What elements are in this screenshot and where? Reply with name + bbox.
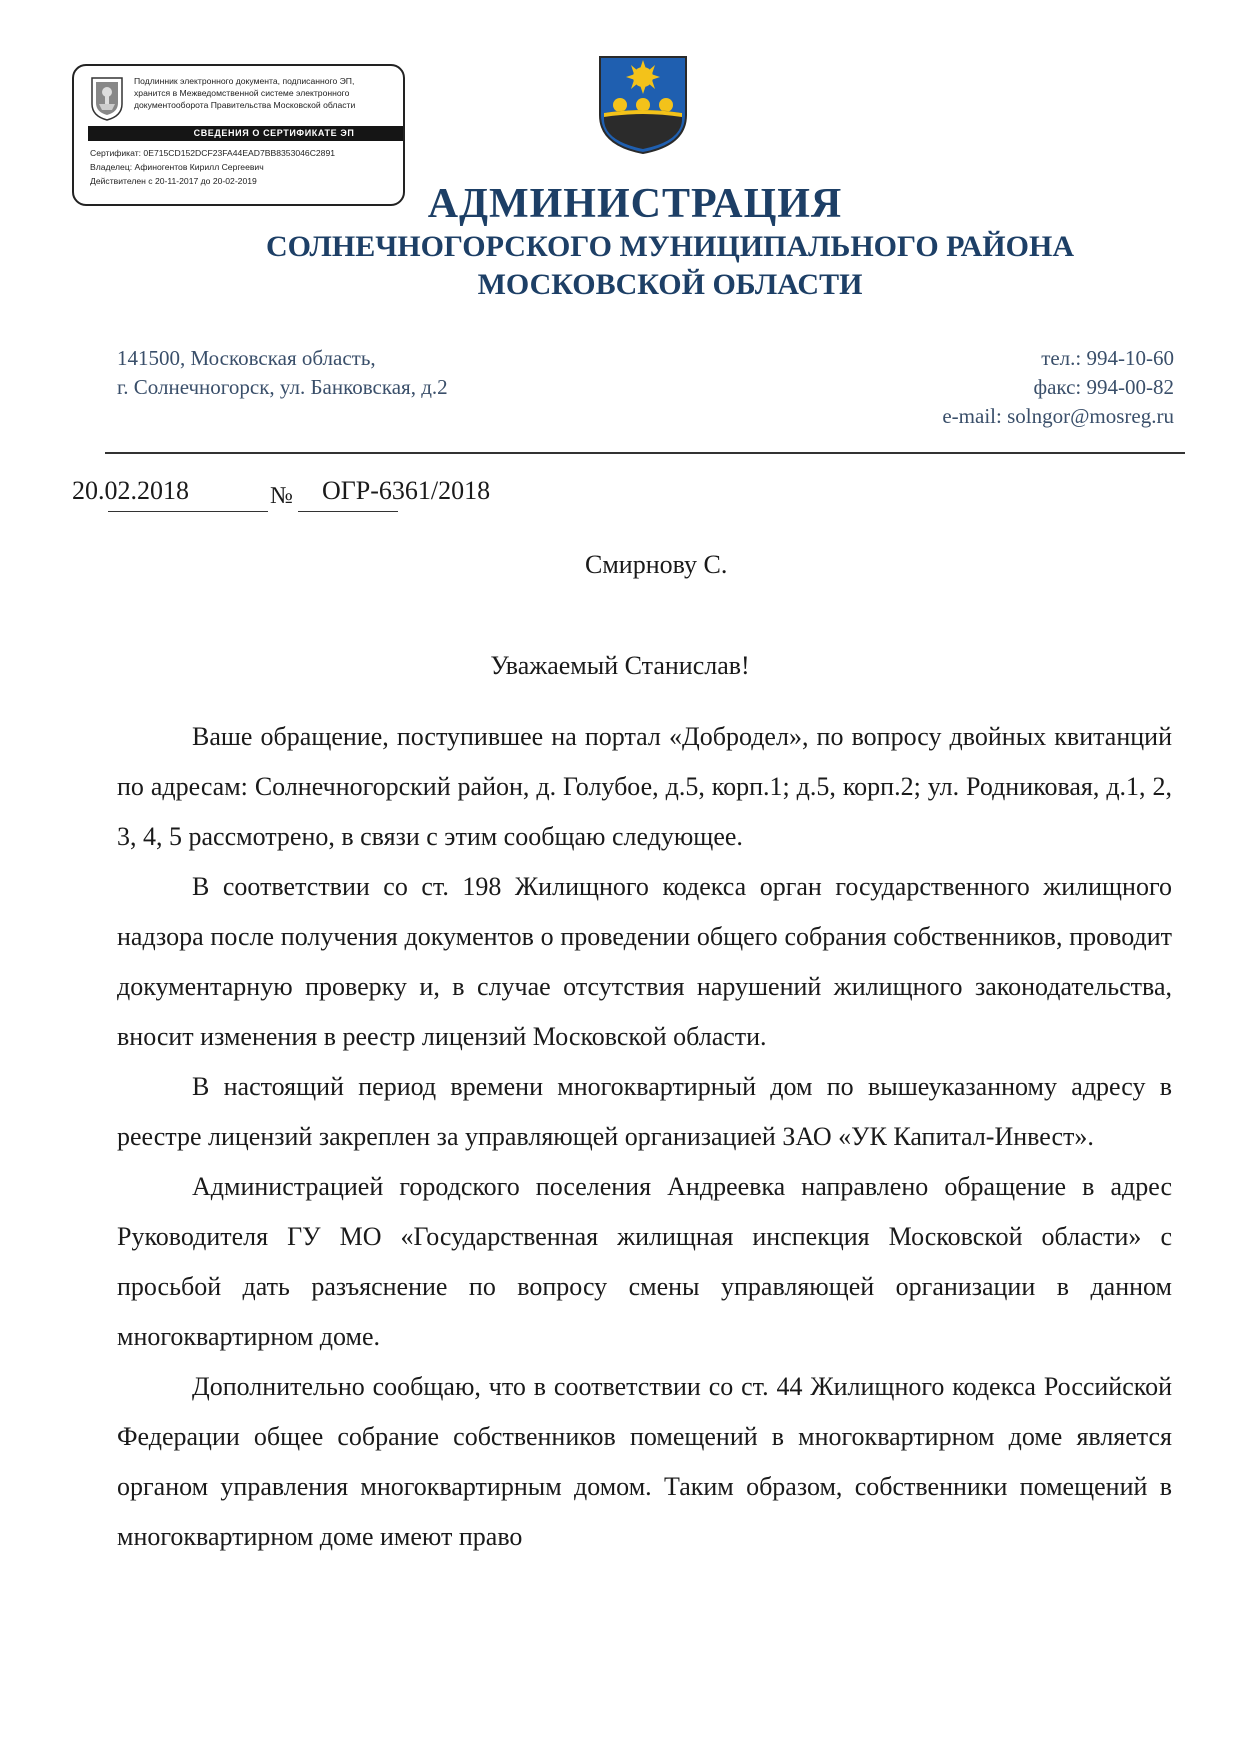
postal-address-line1: 141500, Московская область, — [117, 346, 376, 370]
contacts — [942, 344, 1174, 431]
postal-address-line2: г. Солнечногорск, ул. Банковская, д.2 — [117, 375, 448, 399]
body-paragraph: Администрацией городского поселения Андреевка направлено обращение в адрес Руководителя ГУ МО «Государственная жилищная инспекция Московской области» с просьбой дать разъяснение по вопросу смены управляющей организации в данном многоквартирном доме. — [117, 1172, 1172, 1351]
contact-phone: тел.: 994-10-60 — [1041, 346, 1174, 370]
registration-date: 20.02.2018 — [72, 476, 189, 505]
registration-date-underline — [108, 511, 268, 512]
heading-district: СОЛНЕЧНОГОРСКОГО МУНИЦИПАЛЬНОГО РАЙОНА — [266, 230, 1074, 263]
salutation: Уважаемый Станислав! — [490, 651, 750, 680]
heading-title: АДМИНИСТРАЦИЯ — [427, 181, 843, 227]
registration-number-sign: № — [270, 483, 293, 509]
stamp-notice: Подлинник электронного документа, подписанного ЭП, хранится в Межведомственной системе электронного документооборота Правительства Московской области — [134, 76, 356, 110]
addressee: Смирнову С. — [585, 550, 728, 579]
contact-fax: факс: 994-00-82 — [1033, 375, 1174, 399]
body-paragraph: В соответствии со ст. 198 Жилищного кодекса орган государственного жилищного надзора после получения документов о проведении общего собрания собственников, проводит документарную проверку и, в случае отсутствия нарушений жилищного законодательства, вносит изменения в реестр лицензий Московской области. — [117, 872, 1172, 1051]
header-divider — [105, 452, 1185, 454]
letter-body — [117, 712, 1172, 1562]
postal-address — [117, 344, 448, 402]
stamp-validity: Действителен с 20-11-2017 до 20-02-2019 — [90, 176, 257, 186]
stamp-certificate: Сертификат: 0E715CD152DCF23FA44EAD7BB8353046C2891 — [90, 148, 336, 158]
body-paragraph: Ваше обращение, поступившее на портал «Добродел», по вопросу двойных квитанций по адресам: Солнечногорский район, д. Голубое, д.5, корп.1; д.5, корп.2; ул. Родниковая, д.1, 2, 3, 4, 5 рассмотрено, в связи с этим сообщаю следующее. — [117, 722, 1172, 851]
body-paragraph: В настоящий период времени многоквартирный дом по вышеуказанному адресу в реестре лицензий закреплен за управляющей организацией ЗАО «УК Капитал-Инвест». — [117, 1072, 1172, 1151]
contact-email: e-mail: solngor@mosreg.ru — [942, 404, 1174, 428]
stamp-owner: Владелец: Афиногентов Кирилл Сергеевич — [90, 162, 264, 172]
registration-number: ОГР-6361/2018 — [322, 476, 491, 505]
coat-of-arms-icon — [598, 55, 688, 155]
heading-region: МОСКОВСКОЙ ОБЛАСТИ — [477, 268, 863, 301]
registration-number-underline — [298, 511, 398, 512]
moscow-region-emblem-icon — [88, 74, 126, 122]
body-paragraph: Дополнительно сообщаю, что в соответствии со ст. 44 Жилищного кодекса Российской Федерации общее собрание собственников помещений в многоквартирном доме является органом управления многоквартирным домом. Таким образом, собственники помещений в многоквартирном доме имеют право — [117, 1372, 1172, 1551]
stamp-certificate-header: СВЕДЕНИЯ О СЕРТИФИКАТЕ ЭП — [88, 126, 405, 141]
